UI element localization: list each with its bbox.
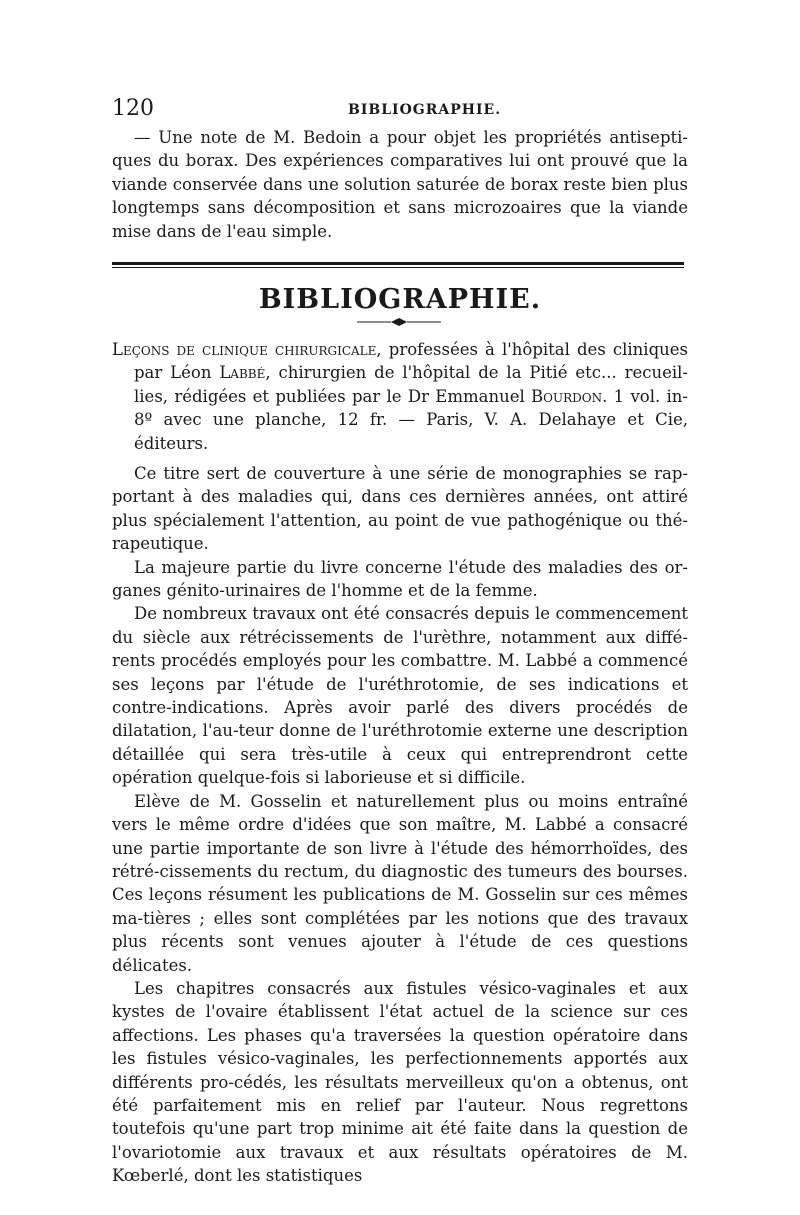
citation-text-2: , chirurgien de l'hôpital de la Pitié etc... recueil-lies, rédigées et publiées par le Dr Emmanuel xyxy=(134,363,689,406)
review-body xyxy=(112,462,688,1188)
body-paragraph: Ce titre sert de couverture à une série de monographies se rap-portant à des maladies qui, dans ces dernières années, ont attiré plus spécialement l'attention, au point de vue pathogénique ou thé-rapeutique. xyxy=(112,464,688,554)
running-header xyxy=(112,96,688,122)
section-divider xyxy=(112,262,684,265)
body-paragraph: La majeure partie du livre concerne l'étude des maladies des or-ganes génito-urinaires de l'homme et de la femme. xyxy=(112,557,688,601)
citation-block xyxy=(112,338,688,455)
citation-title: Leçons de clinique chirurgicale xyxy=(112,340,377,359)
body-paragraph: De nombreux travaux ont été consacrés depuis le commencement du siècle aux rétrécissements de l'urèthre, notamment aux diffé-rents procédés employés pour les combattre. M. Labbé a commencé ses leçons par l'étude de l'uréthrotomie, de ses indications et contre-indications. Après avoir parlé des divers procédés de dilatation, l'au-teur donne de l'uréthrotomie externe une description détaillée qui sera très-utile à ceux qui entreprendront cette opération quelque-fois si laborieuse et si difficile. xyxy=(112,604,688,788)
section-divider-thin xyxy=(112,267,684,268)
section-title: BIBLIOGRAPHIE. xyxy=(258,284,542,315)
citation-text-1: , professées à l'hôpital des cliniques par Léon xyxy=(134,340,688,383)
running-title: BIBLIOGRAPHIE. xyxy=(348,102,502,118)
page-number: 120 xyxy=(112,96,154,121)
body-paragraph: Les chapitres consacrés aux fistules vésico-vaginales et aux kystes de l'ovaire établissent l'état actuel de la science sur ces affections. Les phases qu'a traversées la question opératoire dans les fistules vésico-vaginales, les perfectionnements apportés aux différents pro-cédés, les résultats merveilleux qu'on a obtenus, ont été parfaitement mis en relief par l'auteur. Nous regrettons toutefois qu'une part trop minime ait été faite dans la question de l'ovariotomie aux travaux et aux résultats opératoires de M. Kœberlé, dont les statistiques xyxy=(112,978,688,1186)
citation-text-3: . 1 vol. in-8º avec une planche, 12 fr. — Paris, V. A. Delahaye et Cie, éditeurs. xyxy=(134,386,689,453)
note-paragraph: — Une note de M. Bedoin a pour objet les propriétés antisepti-ques du borax. Des expériences comparatives lui ont prouvé que la viande conservée dans une solution saturée de borax reste bien plus longtemps sans décomposition et sans microzoaires que la viande mise dans de l'eau simple. xyxy=(112,128,688,241)
body-paragraph: Elève de M. Gosselin et naturellement plus ou moins entraîné vers le même ordre d'idées que son maître, M. Labbé a consacré une partie importante de son livre à l'étude des hémorrhoïdes, des rétré-cissements du rectum, du diagnostic des tumeurs des bourses. Ces leçons résument les publications de M. Gosselin sur ces mêmes ma-tières ; elles sont complétées par les notions que des travaux plus récents sont venues ajouter à l'étude de ces questions délicates. xyxy=(112,791,688,975)
citation-editor: Bourdon xyxy=(531,386,603,406)
citation-author: Labbé xyxy=(219,363,266,383)
citation-entry xyxy=(112,338,688,455)
ornament-rule-icon xyxy=(351,316,447,328)
note-paragraph-block xyxy=(112,126,688,243)
